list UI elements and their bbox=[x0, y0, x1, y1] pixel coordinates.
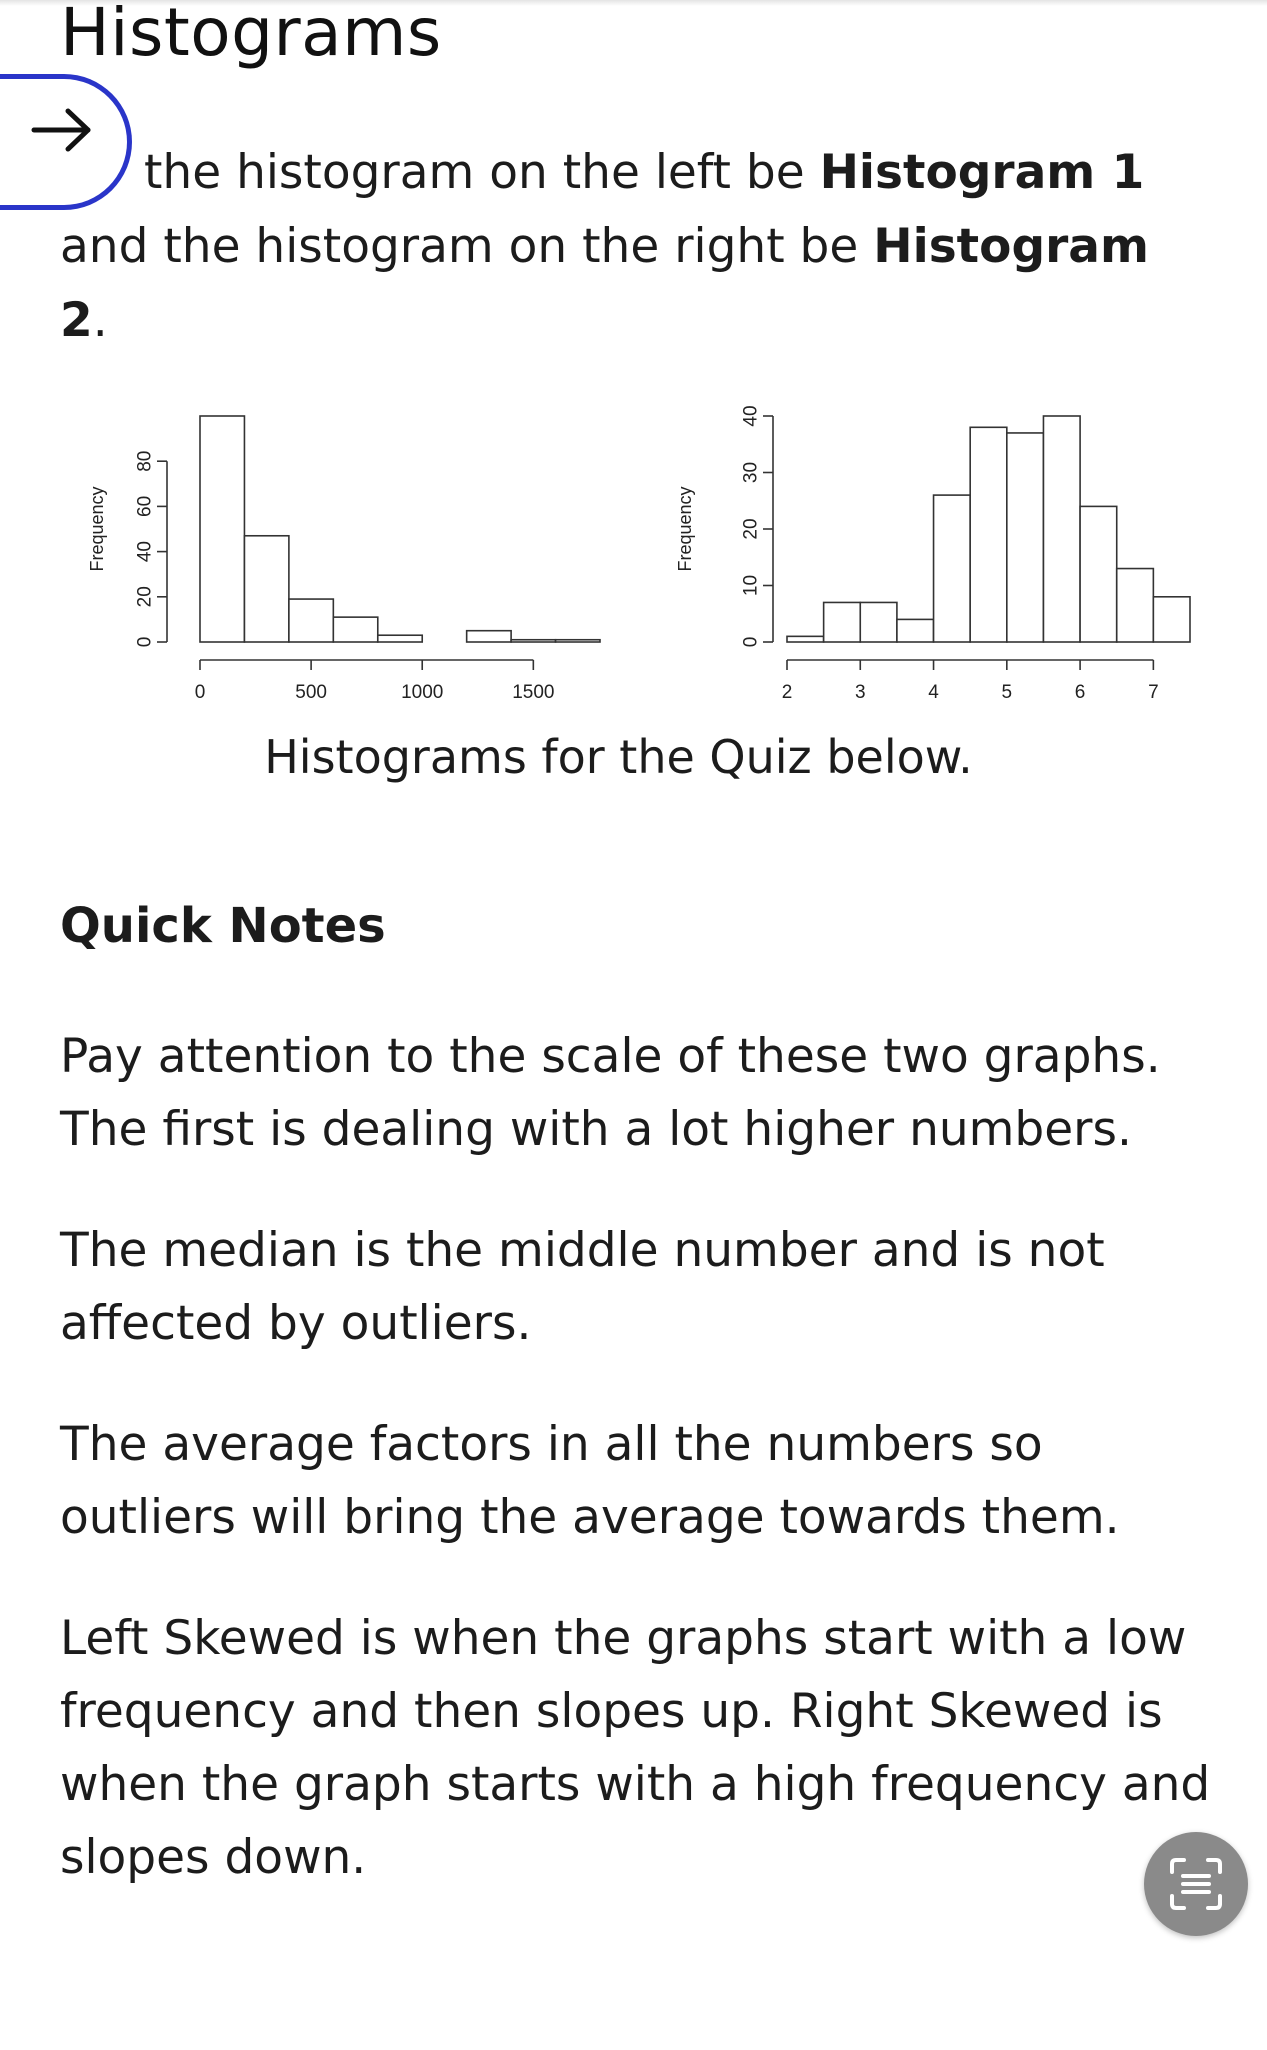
intro-part-1: the histogram on the left be bbox=[144, 145, 820, 200]
histogram-2-label: Histogram 2 bbox=[60, 219, 1149, 348]
h2-x-tick-label: 7 bbox=[1148, 682, 1159, 703]
h1-x-tick-label: 0 bbox=[194, 682, 206, 703]
intro-part-3: . bbox=[92, 293, 108, 348]
h2-bar bbox=[1007, 433, 1044, 642]
h1-y-tick-label: 80 bbox=[134, 450, 156, 472]
h2-bar bbox=[897, 619, 934, 642]
intro-part-2: and the histogram on the right be bbox=[60, 219, 874, 274]
reader-mode-button[interactable] bbox=[1144, 1832, 1248, 1936]
reader-mode-icon bbox=[1166, 1854, 1226, 1914]
h1-x-tick-label: 1000 bbox=[401, 682, 444, 703]
h2-bar bbox=[860, 602, 897, 642]
h2-x-tick-label: 6 bbox=[1074, 682, 1086, 703]
h2-bar bbox=[1153, 597, 1190, 642]
h1-x-tick-label: 500 bbox=[295, 682, 327, 703]
h2-y-tick-label: 0 bbox=[740, 636, 762, 648]
h1-y-tick-label: 60 bbox=[134, 495, 156, 517]
h1-bar bbox=[289, 599, 333, 642]
h2-bar bbox=[824, 602, 861, 642]
h2-x-tick-label: 5 bbox=[1001, 682, 1013, 703]
page-title: Histograms bbox=[60, 0, 442, 71]
h2-bar bbox=[787, 636, 824, 642]
h1-bar bbox=[467, 631, 511, 642]
histograms-figure bbox=[0, 380, 1267, 720]
h2-y-label: Frequency bbox=[675, 486, 695, 572]
h1-y-label: Frequency bbox=[87, 486, 107, 572]
h2-y-tick-label: 10 bbox=[740, 574, 762, 597]
h1-bar bbox=[378, 635, 422, 642]
h2-y-tick-label: 30 bbox=[740, 461, 762, 484]
h2-bar bbox=[1117, 569, 1154, 642]
note-average: The average factors in all the numbers so outliers will bring the average towards them. bbox=[60, 1417, 1120, 1545]
h2-bar bbox=[934, 495, 971, 642]
intro-text bbox=[60, 136, 1210, 358]
h1-bar bbox=[244, 536, 288, 642]
h1-bar bbox=[200, 416, 244, 642]
h1-bar bbox=[333, 617, 377, 642]
h1-x-tick-label: 1500 bbox=[512, 682, 555, 703]
h2-bar bbox=[970, 427, 1007, 642]
h2-y-tick-label: 20 bbox=[740, 518, 762, 540]
h1-y-tick-label: 20 bbox=[134, 586, 156, 608]
note-skew: Left Skewed is when the graphs start with a low frequency and then slopes up. Right Skewed is when the graph starts with a high frequency and slopes down. bbox=[60, 1611, 1211, 1885]
quick-notes-heading: Quick Notes bbox=[60, 898, 386, 954]
h1-y-tick-label: 40 bbox=[134, 541, 156, 563]
h2-y-tick-label: 40 bbox=[740, 405, 762, 427]
figure-caption: Histograms for the Quiz below. bbox=[264, 730, 973, 784]
note-scale: Pay attention to the scale of these two graphs. The first is dealing with a lot higher numbers. bbox=[60, 1029, 1161, 1157]
h1-bar bbox=[556, 640, 600, 642]
note-median: The median is the middle number and is not affected by outliers. bbox=[60, 1223, 1105, 1351]
histogram-1-label: Histogram 1 bbox=[819, 145, 1145, 200]
h2-x-tick-label: 4 bbox=[928, 682, 939, 703]
h2-x-tick-label: 3 bbox=[854, 682, 866, 703]
h2-x-tick-label: 2 bbox=[781, 682, 793, 703]
h2-bar bbox=[1080, 506, 1117, 642]
h1-y-tick-label: 0 bbox=[134, 636, 156, 648]
h2-bar bbox=[1043, 416, 1080, 642]
h1-bar bbox=[511, 640, 555, 642]
